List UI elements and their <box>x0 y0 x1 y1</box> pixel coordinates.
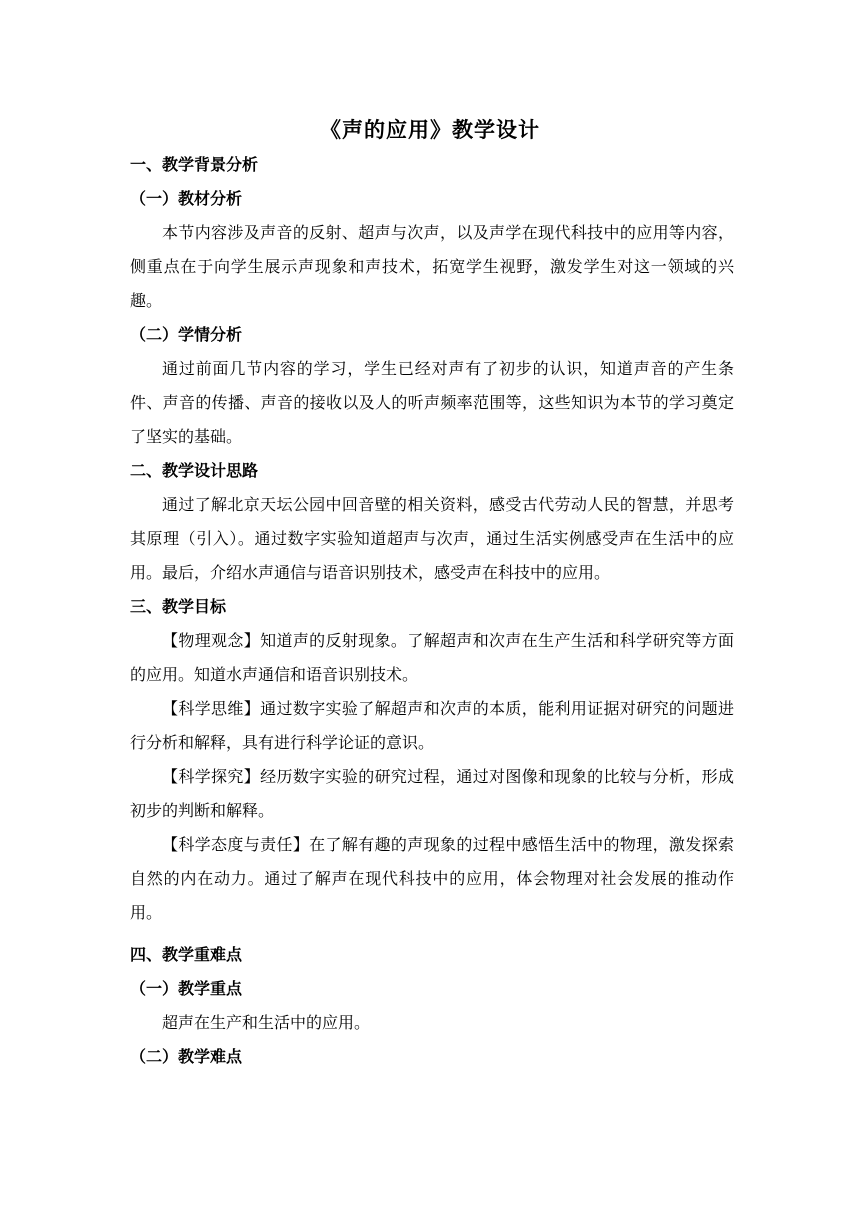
subsection-heading-textbook-analysis: （一）教材分析 <box>130 189 243 208</box>
paragraph-key-points: 超声在生产和生活中的应用。 <box>162 1013 371 1032</box>
paragraph-student-analysis: 通过前面几节内容的学习，学生已经对声有了初步的认识，知道声音的产生条件、声音的传播、声音的接收以及人的听声频率范围等，这些知识为本节的学习奠定了坚实的基础。 <box>130 359 734 446</box>
paragraph-goal-physics-concept: 【物理观念】知道声的反射现象。了解超声和次声在生产生活和科学研究等方面的应用。知道水声通信和语音识别技术。 <box>130 631 734 684</box>
paragraph-goal-scientific-thinking: 【科学思维】通过数字实验了解超声和次声的本质，能利用证据对研究的问题进行分析和解释，具有进行科学论证的意识。 <box>130 699 734 752</box>
section-heading-goals: 三、教学目标 <box>130 597 227 616</box>
paragraph-goal-attitude-responsibility: 【科学态度与责任】在了解有趣的声现象的过程中感悟生活中的物理，激发探索自然的内在动力。通过了解声在现代科技中的应用，体会物理对社会发展的推动作用。 <box>130 835 734 922</box>
section-heading-background: 一、教学背景分析 <box>130 155 259 174</box>
subsection-heading-student-analysis: （二）学情分析 <box>130 325 243 344</box>
paragraph-textbook-analysis: 本节内容涉及声音的反射、超声与次声，以及声学在现代科技中的应用等内容，侧重点在于向学生展示声现象和声技术，拓宽学生视野，激发学生对这一领域的兴趣。 <box>130 223 734 310</box>
document-title: 《声的应用》教学设计 <box>320 117 540 142</box>
subsection-heading-difficult-points: （二）教学难点 <box>130 1047 243 1066</box>
section-heading-key-difficult-points: 四、教学重难点 <box>130 945 243 964</box>
paragraph-goal-scientific-inquiry: 【科学探究】经历数字实验的研究过程，通过对图像和现象的比较与分析，形成初步的判断和解释。 <box>130 767 734 820</box>
section-heading-design-idea: 二、教学设计思路 <box>130 461 259 480</box>
paragraph-design-idea: 通过了解北京天坛公园中回音壁的相关资料，感受古代劳动人民的智慧，并思考其原理（引入）。通过数字实验知道超声与次声，通过生活实例感受声在生活中的应用。最后，介绍水声通信与语音识别技术，感受声在科技中的应用。 <box>130 495 734 582</box>
document-body <box>130 148 734 1074</box>
subsection-heading-key-points: （一）教学重点 <box>130 979 243 998</box>
